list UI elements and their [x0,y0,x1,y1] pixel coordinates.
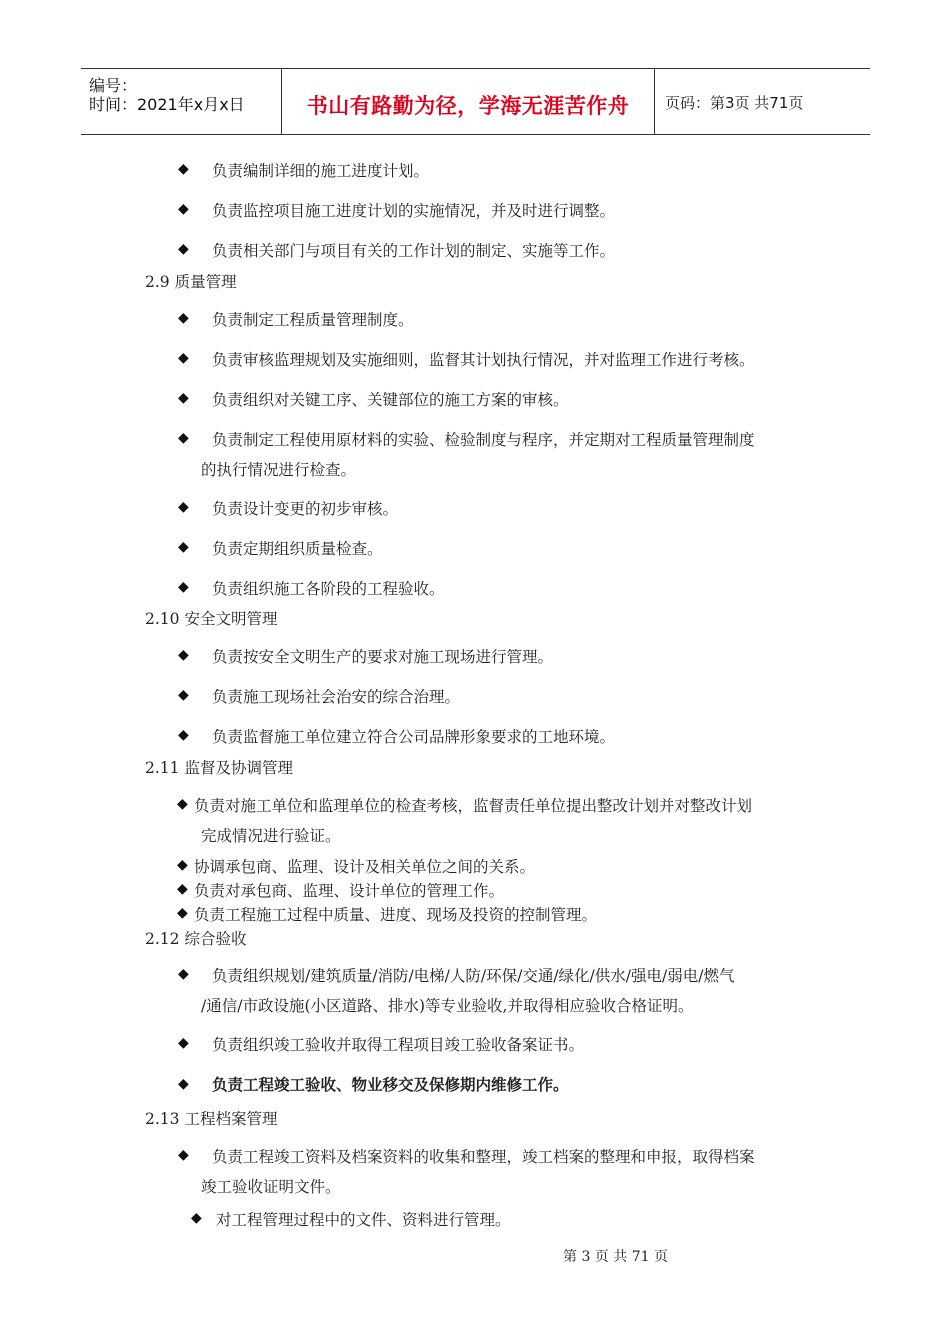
bullet-icon: ◆ [178,390,189,406]
list-item: 负责审核监理规划及实施细则，监督其计划执行情况，并对监理工作进行考核。 [212,351,755,369]
bullet-icon: ◆ [178,1035,189,1051]
list-item: 对工程管理过程中的文件、资料进行管理。 [216,1211,511,1229]
list-item: 协调承包商、监理、设计及相关单位之间的关系。 [194,858,536,876]
page-header [81,68,870,135]
list-item: 负责组织规划/建筑质量/消防/电梯/人防/环保/交通/绿化/供水/强电/弱电/燃气 [212,967,735,985]
list-item: 负责制定工程质量管理制度。 [212,311,414,329]
list-item: 负责对承包商、监理、设计单位的管理工作。 [194,882,505,900]
bullet-icon: ◆ [177,857,188,873]
list-item: 负责相关部门与项目有关的工作计划的制定、实施等工作。 [212,242,616,260]
bullet-icon: ◆ [178,241,189,257]
list-item: 负责工程施工过程中质量、进度、现场及投资的控制管理。 [194,906,598,924]
list-item: 负责施工现场社会治安的综合治理。 [212,688,461,706]
page-footer: 第 3 页 共 71 页 [563,1249,668,1265]
list-item: 负责设计变更的初步审核。 [212,500,399,518]
header-motto-cell [282,69,655,134]
bullet-icon: ◆ [178,201,189,217]
bullet-icon: ◆ [178,727,189,743]
bullet-icon: ◆ [191,1210,202,1226]
list-item: 负责组织施工各阶段的工程验收。 [212,580,445,598]
list-item: 负责组织对关键工序、关键部位的施工方案的审核。 [212,391,569,409]
bullet-icon: ◆ [177,796,188,812]
section-heading: 2.9 质量管理 [145,273,237,291]
list-item-continuation: 竣工验收证明文件。 [201,1178,341,1196]
bullet-icon: ◆ [178,687,189,703]
header-motto: 书山有路勤为径，学海无涯苦作舟 [306,94,630,118]
list-item-continuation: /通信/市政设施(小区道路、排水)等专业验收,并取得相应验收合格证明。 [201,997,694,1015]
header-page-label: 页码：第3页 共71页 [665,94,804,112]
section-heading: 2.11 监督及协调管理 [145,759,293,777]
header-page-cell [655,69,870,134]
bullet-icon: ◆ [177,905,188,921]
bullet-icon: ◆ [178,1076,189,1092]
bullet-icon: ◆ [178,647,189,663]
list-item: 负责按安全文明生产的要求对施工现场进行管理。 [212,648,554,666]
bullet-icon: ◆ [178,1147,189,1163]
list-item-continuation: 的执行情况进行检查。 [201,461,357,479]
bullet-icon: ◆ [178,499,189,515]
list-item: 负责定期组织质量检查。 [212,540,383,558]
list-item-bold: 负责工程竣工验收、物业移交及保修期内维修工作。 [212,1076,569,1094]
section-heading: 2.10 安全文明管理 [145,610,278,628]
list-item: 负责工程竣工资料及档案资料的收集和整理，竣工档案的整理和申报，取得档案 [212,1148,755,1166]
bullet-icon: ◆ [178,539,189,555]
bullet-icon: ◆ [178,161,189,177]
header-meta-cell [81,69,282,134]
bullet-icon: ◆ [178,310,189,326]
bullet-icon: ◆ [178,579,189,595]
list-item: 负责制定工程使用原材料的实验、检验制度与程序，并定期对工程质量管理制度 [212,431,755,449]
bullet-icon: ◆ [178,966,189,982]
list-item: 负责组织竣工验收并取得工程项目竣工验收备案证书。 [212,1036,585,1054]
list-item: 负责监督施工单位建立符合公司品牌形象要求的工地环境。 [212,728,616,746]
document-time-label: 时间：2021年x月x日 [89,95,245,114]
list-item: 负责编制详细的施工进度计划。 [212,162,430,180]
document-number-label: 编号： [89,76,138,95]
list-item-continuation: 完成情况进行验证。 [201,827,341,845]
bullet-icon: ◆ [178,430,189,446]
list-item: 负责监控项目施工进度计划的实施情况，并及时进行调整。 [212,202,616,220]
bullet-icon: ◆ [178,350,189,366]
bullet-icon: ◆ [177,881,188,897]
section-heading: 2.12 综合验收 [145,930,247,948]
list-item: 负责对施工单位和监理单位的检查考核，监督责任单位提出整改计划并对整改计划 [194,797,753,815]
section-heading: 2.13 工程档案管理 [145,1110,278,1128]
